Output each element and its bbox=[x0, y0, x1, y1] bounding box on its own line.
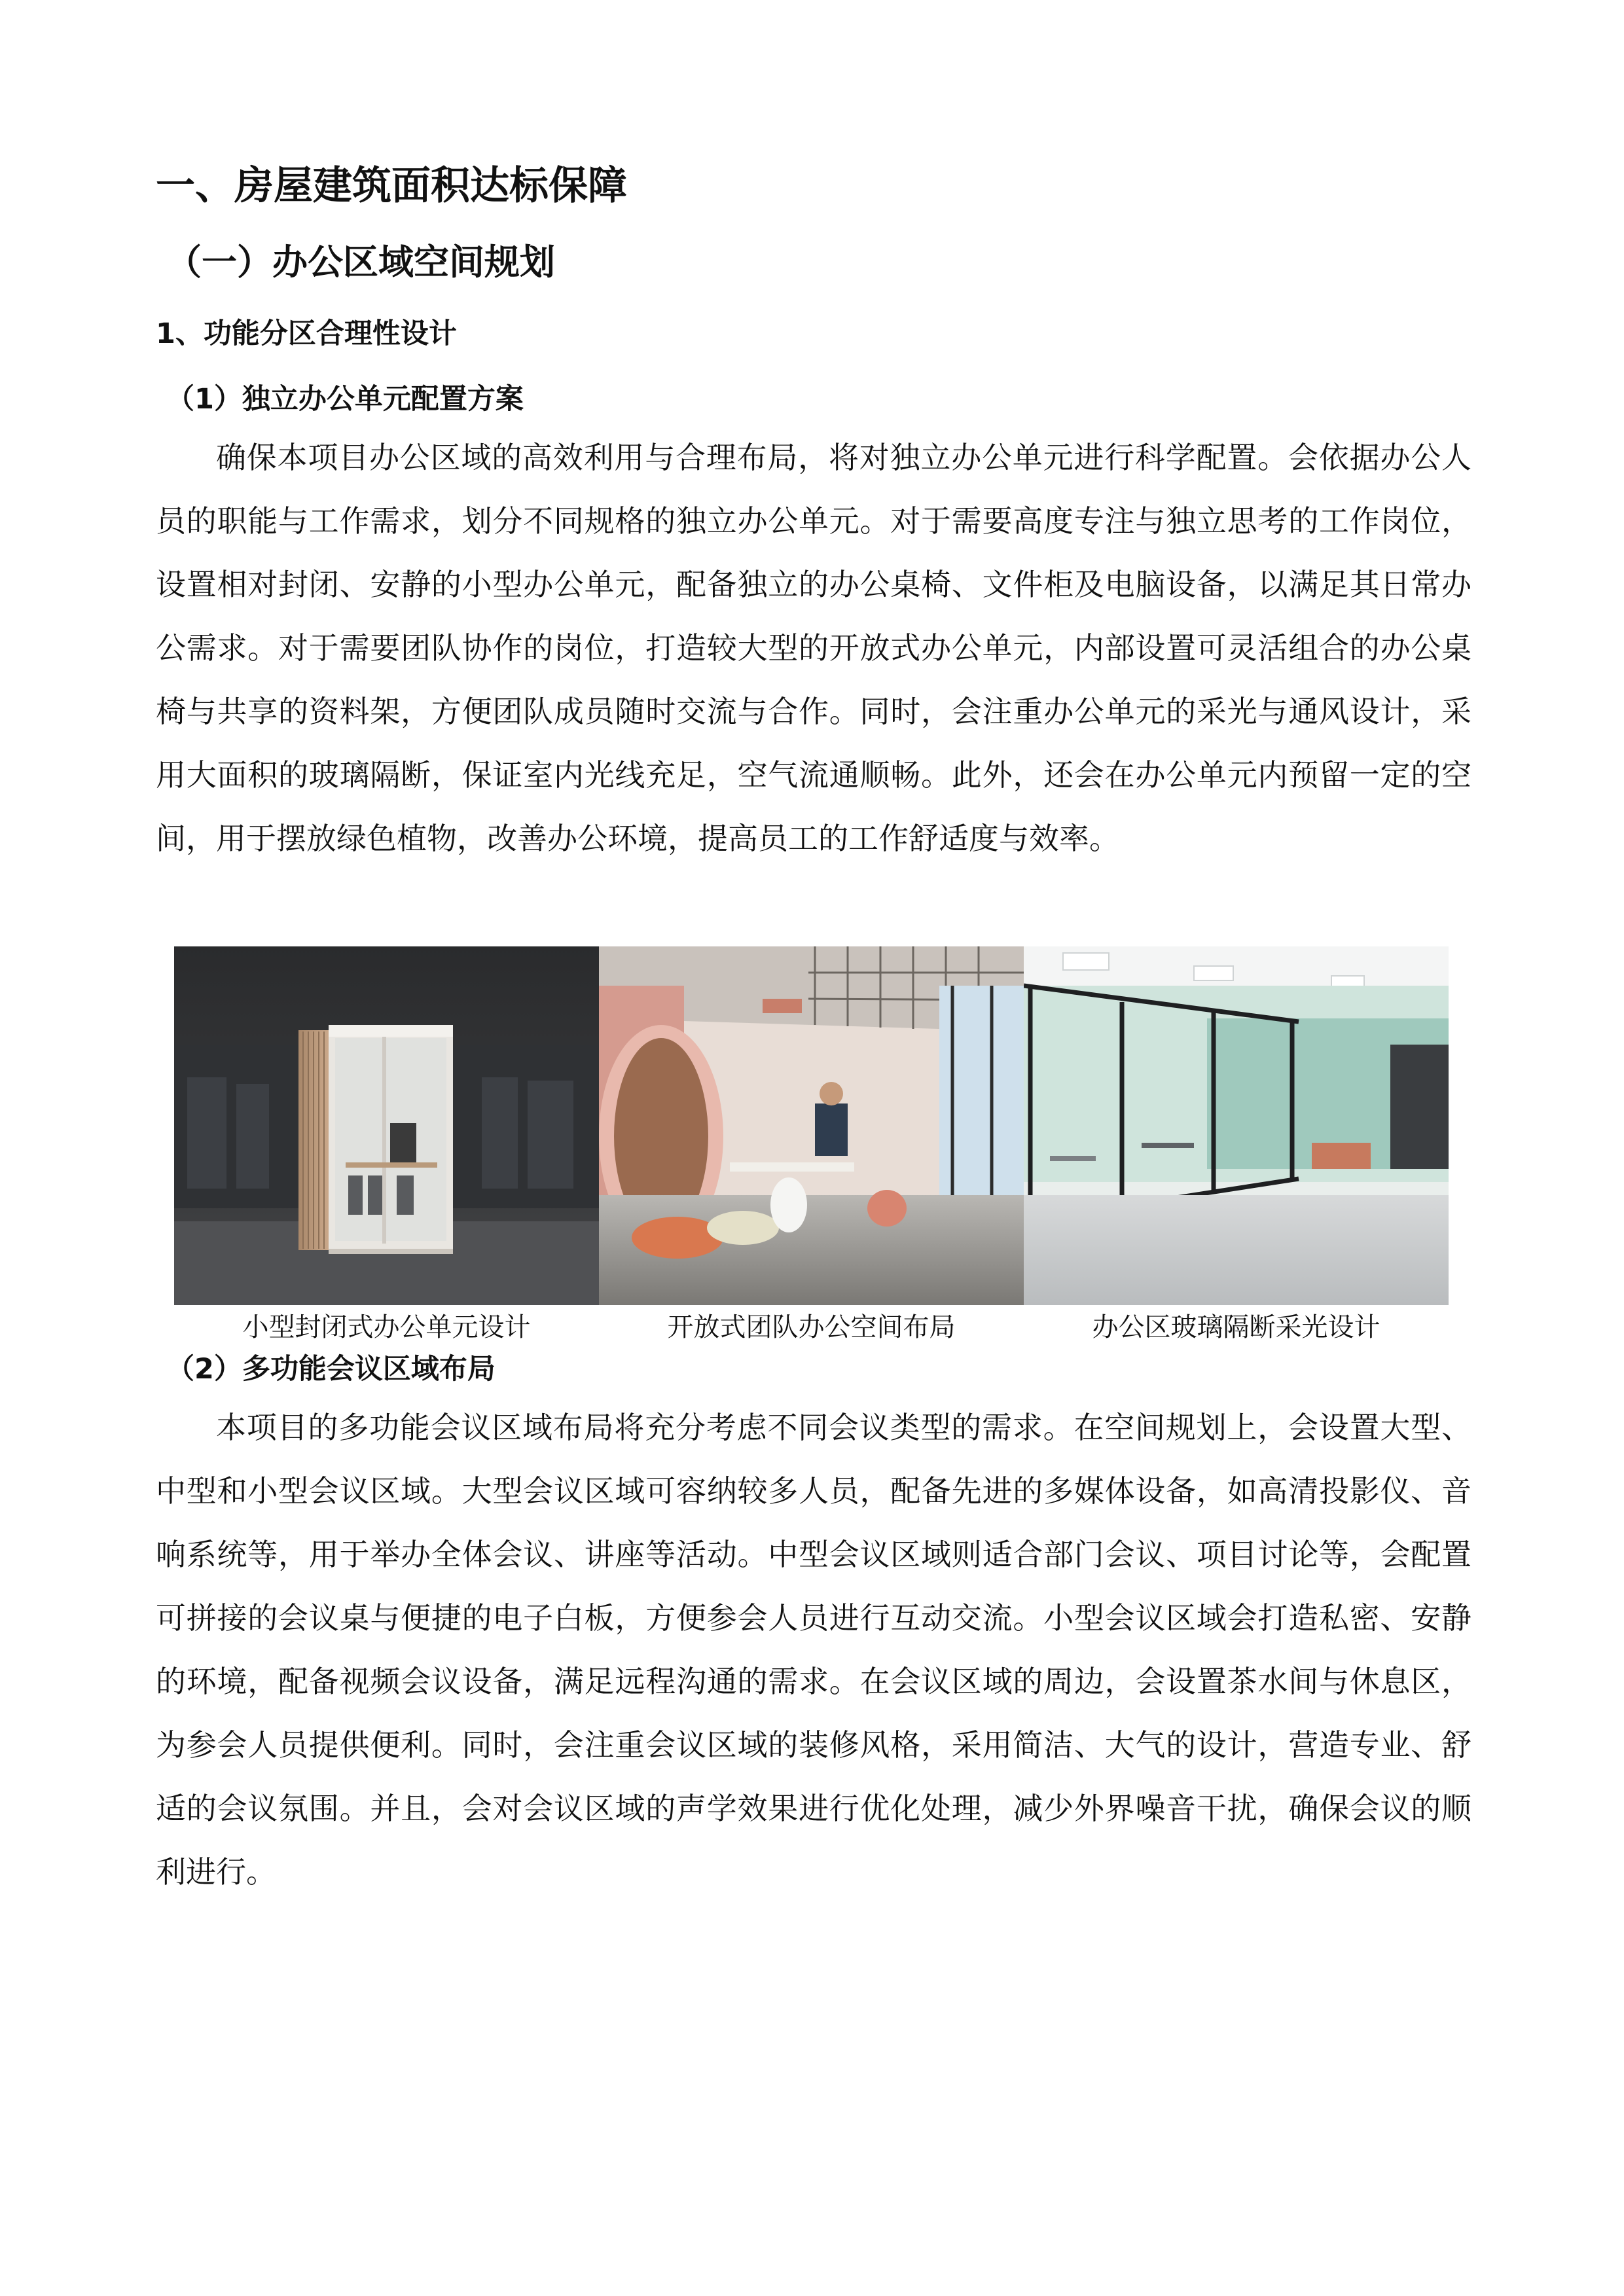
glass-partition-image bbox=[1024, 946, 1449, 1305]
figure-captions bbox=[174, 1306, 1449, 1344]
heading-level-1: 一、房屋建筑面积达标保障 bbox=[156, 163, 627, 209]
figure-caption: 开放式团队办公空间布局 bbox=[667, 1312, 956, 1342]
section-title-meeting-area: （2）多功能会议区域布局 bbox=[166, 1353, 496, 1386]
paragraph-meeting-area: 本项目的多功能会议区域布局将充分考虑不同会议类型的需求。在空间规划上，会设置大型、中型和小型会议区域。大型会议区域可容纳较多人员，配备先进的多媒体设备，如高清投影仪、音响系统等，用于举办全体会议、讲座等活动。中型会议区域则适合部门会议、项目讨论等，会配置可拼接的会议桌与便捷的电子白板，方便参会人员进行互动交流。小型会议区域会打造私密、安静的环境，配备视频会议设备，满足远程沟通的需求。在会议区域的周边，会设置茶水间与休息区，为参会人员提供便利。同时，会注重会议区域的装修风格，采用简洁、大气的设计，营造专业、舒适的会议氛围。并且，会对会议区域的声学效果进行优化处理，减少外界噪音干扰，确保会议的顺利进行。 bbox=[156, 1410, 1471, 1890]
heading-level-2: （一）办公区域空间规划 bbox=[166, 242, 555, 283]
section-title-standalone-units: （1）独立办公单元配置方案 bbox=[166, 383, 524, 416]
paragraph-standalone-units: 确保本项目办公区域的高效利用与合理布局，将对独立办公单元进行科学配置。会依据办公人员的职能与工作需求，划分不同规格的独立办公单元。对于需要高度专注与独立思考的工作岗位，设置相对封闭、安静的小型办公单元，配备独立的办公桌椅、文件柜及电脑设备，以满足其日常办公需求。对于需要团队协作的岗位，打造较大型的开放式办公单元，内部设置可灵活组合的办公桌椅与共享的资料架，方便团队成员随时交流与合作。同时，会注重办公单元的采光与通风设计，采用大面积的玻璃隔断，保证室内光线充足，空气流通顺畅。此外，还会在办公单元内预留一定的空间，用于摆放绿色植物，改善办公环境，提高员工的工作舒适度与效率。 bbox=[156, 440, 1471, 856]
figure-caption: 办公区玻璃隔断采光设计 bbox=[1092, 1312, 1380, 1342]
open-office-image bbox=[599, 946, 1024, 1305]
office-pod-image bbox=[174, 946, 599, 1305]
heading-level-3: 1、功能分区合理性设计 bbox=[156, 317, 457, 350]
figure-caption: 小型封闭式办公单元设计 bbox=[242, 1312, 531, 1342]
figure-row bbox=[174, 946, 1449, 1305]
